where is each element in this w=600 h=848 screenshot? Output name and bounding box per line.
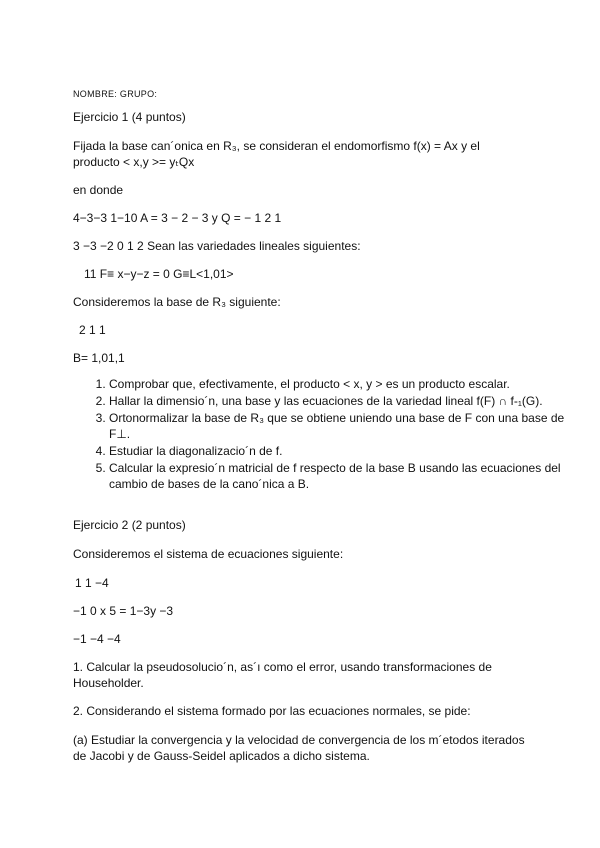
question-item: 2. Hallar la dimensio´n, una base y las ecuaciones de la variedad lineal f(F) ∩ f-₁(G). bbox=[109, 393, 569, 409]
question-item: 4. Estudiar la diagonalizacio´n de f. bbox=[109, 443, 569, 459]
question-item: 1. Comprobar que, efectivamente, el producto < x, y > es un producto escalar. bbox=[109, 376, 569, 392]
question-1-line-2: Householder. bbox=[73, 676, 144, 690]
question-item: 3. Ortonormalizar la base de R₃ que se obtiene uniendo una base de F con una base de F⊥. bbox=[109, 410, 569, 442]
exercise-2-intro: Consideremos el sistema de ecuaciones siguiente: bbox=[73, 547, 344, 561]
question-2: 2. Considerando el sistema formado por las ecuaciones normales, se pide: bbox=[73, 704, 471, 718]
matrix-line-1: 4−3−3 1−10 A = 3 − 2 − 3 y Q = − 1 2 1 bbox=[73, 211, 282, 225]
base-definition: B= 1,01,1 bbox=[73, 351, 125, 365]
exercise-1-intro-line-1: Fijada la base can´onica en R₃, se consideran el endomorfismo f(x) = Ax y el bbox=[73, 139, 480, 153]
exercise-2-title: Ejercicio 2 (2 puntos) bbox=[73, 518, 186, 532]
system-line-3: −1 −4 −4 bbox=[73, 632, 121, 646]
base-vector-row: 2 1 1 bbox=[79, 323, 106, 337]
base-intro: Consideremos la base de R₃ siguiente: bbox=[73, 295, 281, 309]
question-1-line-1: 1. Calcular la pseudosolucio´n, as´ı como el error, usando transformaciones de bbox=[73, 660, 492, 674]
varieties-definition: 11 F≡ x−y−z = 0 G≡L<1,01> bbox=[84, 267, 234, 281]
question-2a-line-1: (a) Estudiar la convergencia y la velocidad de convergencia de los m´etodos iterados bbox=[73, 733, 525, 747]
en-donde-text: en donde bbox=[73, 183, 124, 197]
system-line-1: 1 1 −4 bbox=[75, 576, 109, 590]
system-line-2: −1 0 x 5 = 1−3y −3 bbox=[73, 604, 174, 618]
name-group-header: NOMBRE: GRUPO: bbox=[73, 89, 158, 99]
exercise-1-intro-line-2: producto < x,y >= yₜQx bbox=[73, 155, 195, 169]
exercise-1-title: Ejercicio 1 (4 puntos) bbox=[73, 110, 186, 124]
question-2a-line-2: de Jacobi y de Gauss-Seidel aplicados a dicho sistema. bbox=[73, 749, 370, 763]
exercise-1-questions bbox=[73, 376, 569, 493]
matrix-line-2: 3 −3 −2 0 1 2 Sean las variedades lineales siguientes: bbox=[73, 239, 361, 253]
question-item: 5. Calcular la expresio´n matricial de f respecto de la base B usando las ecuaciones del cambio de bases de la cano´nica a B. bbox=[109, 460, 569, 492]
